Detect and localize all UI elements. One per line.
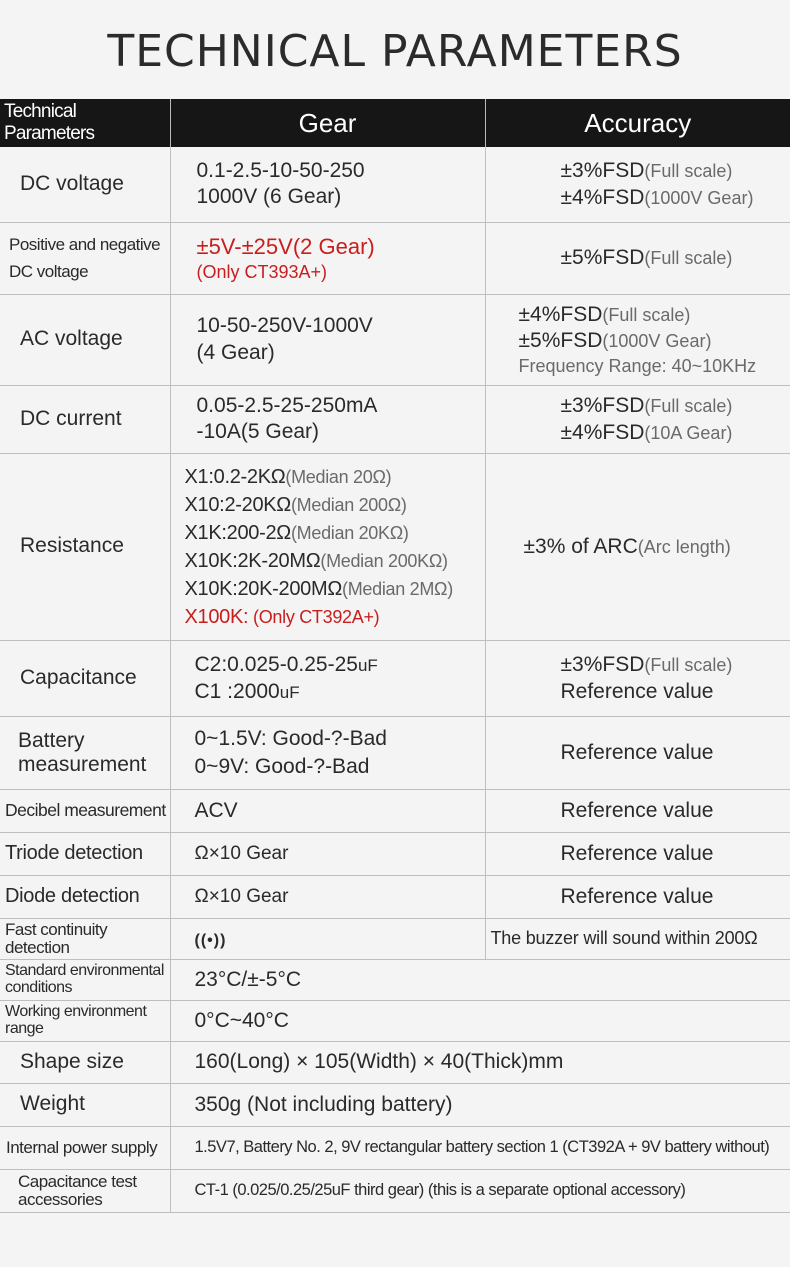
row-label: range <box>5 1019 44 1037</box>
accuracy-value: Reference value <box>560 680 714 703</box>
gear-line: Ω×10 Gear <box>194 842 289 864</box>
gear-line: X100K: <box>184 605 249 628</box>
table-row <box>0 1083 790 1126</box>
row-label: Standard environmental <box>5 961 164 979</box>
table-row <box>0 1000 790 1041</box>
accuracy-note: (Full scale) <box>602 305 691 325</box>
row-label: conditions <box>5 978 73 996</box>
header-accuracy: Accuracy <box>485 99 790 147</box>
gear-line: X10K:20K-200MΩ <box>184 577 343 600</box>
gear-line: 0.05-2.5-25-250mA <box>196 393 378 417</box>
table-row <box>0 716 790 789</box>
gear-unit: uF <box>357 655 378 675</box>
table-row <box>0 222 790 294</box>
accuracy-note: (1000V Gear) <box>644 188 754 209</box>
gear-line: (Only CT393A+) <box>196 261 328 282</box>
accuracy-value: Reference value <box>560 841 714 865</box>
row-label: Internal power supply <box>6 1137 158 1157</box>
table-row <box>0 147 790 222</box>
row-value: 0°C~40°C <box>194 1008 289 1032</box>
table-row <box>0 1169 790 1212</box>
accuracy-note: (Full scale) <box>644 248 733 269</box>
gear-note: (Only CT392A+) <box>248 606 380 627</box>
accuracy-note: (Full scale) <box>644 395 733 416</box>
accuracy-value: ±4%FSD <box>560 186 645 210</box>
accuracy-value: Reference value <box>560 884 714 908</box>
row-label: Battery <box>18 729 85 753</box>
accuracy-value: ±5%FSD <box>560 246 645 270</box>
row-label: DC voltage <box>9 262 89 281</box>
row-label: Diode detection <box>5 885 140 907</box>
accuracy-value: ±4%FSD <box>518 303 603 326</box>
row-value: 23°C/±-5°C <box>194 967 302 991</box>
row-label: Capacitance test <box>18 1171 137 1191</box>
table-row <box>0 875 790 918</box>
accuracy-note: (Arc length) <box>637 536 731 557</box>
accuracy-value: Reference value <box>560 740 714 764</box>
table-row <box>0 294 790 385</box>
row-label: measurement <box>18 752 147 776</box>
table-row <box>0 1041 790 1083</box>
row-value: 160(Long) × 105(Width) × 40(Thick)mm <box>194 1050 564 1073</box>
gear-line: X1:0.2-2KΩ <box>184 465 286 488</box>
table-header-row <box>0 99 790 147</box>
buzzer-icon: ((•)) <box>194 931 227 949</box>
gear-line: Ω×10 Gear <box>194 885 289 907</box>
parameters-table <box>0 99 790 1213</box>
gear-note: (Median 2MΩ) <box>342 578 453 599</box>
gear-line: C1 :2000 <box>194 680 280 703</box>
gear-line: X1K:200-2Ω <box>184 521 291 544</box>
row-value: 1.5V7, Battery No. 2, 9V rectangular battery section 1 (CT392A + 9V battery without) <box>194 1138 770 1156</box>
accuracy-value: ±3%FSD <box>560 652 645 676</box>
gear-note: (Median 200Ω) <box>290 494 407 515</box>
row-value: 350g (Not including battery) <box>194 1092 453 1116</box>
table-row <box>0 453 790 640</box>
gear-line: ±5V-±25V(2 Gear) <box>196 234 375 259</box>
gear-line: ACV <box>194 798 238 822</box>
row-value: CT-1 (0.025/0.25/25uF third gear) (this is a separate optional accessory) <box>194 1181 686 1199</box>
gear-note: (Median 200KΩ) <box>320 550 448 571</box>
row-label: Resistance <box>20 534 124 558</box>
gear-note: (Median 20Ω) <box>285 466 392 487</box>
row-label: DC voltage <box>20 172 124 196</box>
accuracy-value: ±5%FSD <box>518 329 603 353</box>
accuracy-note: (10A Gear) <box>644 423 733 443</box>
accuracy-note: (1000V Gear) <box>602 331 712 352</box>
accuracy-value: Reference value <box>560 798 714 822</box>
gear-line: 0.1-2.5-10-50-250 <box>196 159 365 182</box>
table-row <box>0 1126 790 1169</box>
row-label: Capacitance <box>20 665 137 689</box>
gear-line: -10A(5 Gear) <box>196 420 320 443</box>
gear-unit: uF <box>279 683 300 702</box>
header-gear: Gear <box>170 99 485 147</box>
row-label: accessories <box>18 1189 103 1209</box>
table-row <box>0 640 790 716</box>
gear-line: 0~9V: Good-?-Bad <box>194 754 370 778</box>
accuracy-value: ±4%FSD <box>560 421 645 444</box>
gear-line: 1000V (6 Gear) <box>196 185 342 209</box>
gear-note: (Median 20KΩ) <box>290 522 409 543</box>
table-row <box>0 832 790 875</box>
row-label: detection <box>5 937 70 957</box>
row-label: Working environment <box>5 1002 147 1020</box>
gear-line: X10:2-20KΩ <box>184 493 291 516</box>
accuracy-note: (Full scale) <box>644 654 733 675</box>
row-label: AC voltage <box>20 327 123 351</box>
row-label: DC current <box>20 406 122 430</box>
table-row <box>0 789 790 832</box>
table-row <box>0 385 790 453</box>
row-label: Fast continuity <box>5 919 108 939</box>
gear-line: C2:0.025-0.25-25 <box>194 652 358 676</box>
accuracy-value: ±3% of ARC <box>523 534 638 558</box>
row-label: Weight <box>20 1092 85 1116</box>
gear-line: (4 Gear) <box>196 340 275 364</box>
header-parameters: Technical Parameters <box>0 99 170 147</box>
accuracy-value: The buzzer will sound within 200Ω <box>490 928 758 948</box>
table-row <box>0 918 790 959</box>
accuracy-value: ±3%FSD <box>560 158 645 182</box>
frequency-range: Frequency Range: 40~10KHz <box>518 355 757 376</box>
gear-line: 10-50-250V-1000V <box>196 314 373 338</box>
accuracy-note: (Full scale) <box>644 160 733 181</box>
row-label: Positive and negative <box>9 234 161 254</box>
row-label: Shape size <box>20 1049 124 1073</box>
gear-line: X10K:2K-20MΩ <box>184 549 321 572</box>
row-label: Triode detection <box>5 842 143 864</box>
accuracy-value: ±3%FSD <box>560 393 645 417</box>
row-label: Decibel measurement <box>5 800 166 821</box>
table-row <box>0 959 790 1000</box>
gear-line: 0~1.5V: Good-?-Bad <box>194 727 387 751</box>
page-title: TECHNICAL PARAMETERS <box>107 26 683 77</box>
